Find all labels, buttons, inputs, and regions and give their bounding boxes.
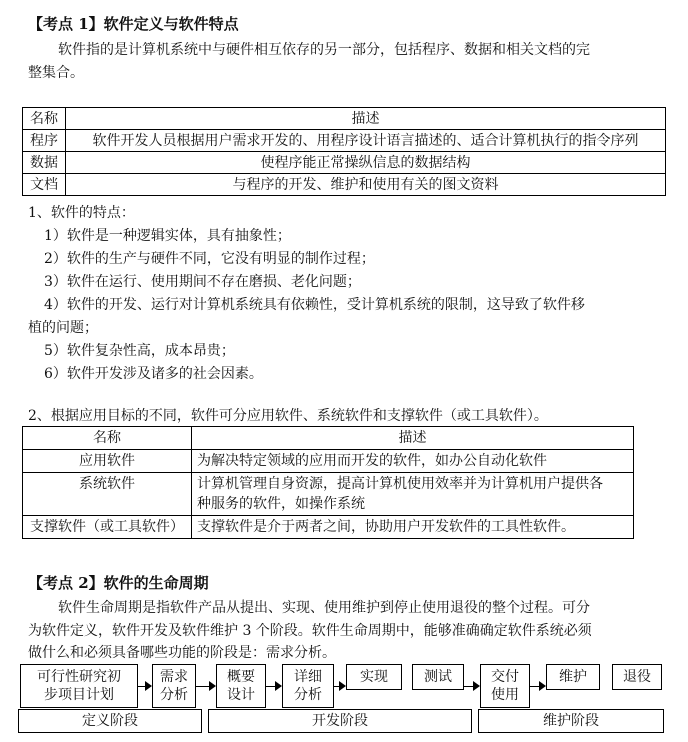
table-cell: 应用软件 <box>23 450 192 473</box>
list-item: 1）软件是一种逻辑实体，具有抽象性； <box>44 228 291 244</box>
arrow-line <box>464 686 473 687</box>
lifecycle-step-requirements <box>152 664 196 708</box>
table-cell <box>192 473 634 516</box>
step-label: 详细 <box>294 669 322 685</box>
list-item: 2）软件的生产与硬件不同，它没有明显的制作过程； <box>44 251 375 267</box>
arrow-right-icon <box>539 681 546 691</box>
section2-title: 【考点 2】软件的生命周期 <box>28 574 209 592</box>
phase-definition: 定义阶段 <box>18 709 202 733</box>
lifecycle-step-outline-design <box>216 664 266 708</box>
table-cell: 系统软件 <box>23 473 192 516</box>
section1-intro-line2: 整集合。 <box>28 65 84 81</box>
software-types-table <box>22 426 634 539</box>
step-label: 实现 <box>360 669 388 685</box>
phase-maintenance: 维护阶段 <box>478 709 664 733</box>
step-label: 步项目计划 <box>44 687 114 703</box>
software-components-table <box>22 107 666 196</box>
list-item-continuation: 植的问题； <box>28 320 98 336</box>
step-label: 使用 <box>491 687 519 703</box>
arrow-line <box>196 686 209 687</box>
section1-intro-line1: 软件指的是计算机系统中与硬件相互依存的另一部分，包括程序、数据和相关文档的完 <box>58 42 590 58</box>
lifecycle-step-delivery <box>480 664 530 708</box>
table-header-cell: 描述 <box>66 108 666 130</box>
step-label: 交付 <box>491 669 519 685</box>
lifecycle-step-testing <box>412 664 464 690</box>
cell-line: 计算机管理自身资源，提高计算机使用效率并为计算机用户提供各 <box>197 476 603 492</box>
arrow-right-icon <box>145 681 152 691</box>
table-header-row <box>23 108 666 130</box>
table-cell: 为解决特定领域的应用而开发的软件，如办公自动化软件 <box>192 450 634 473</box>
list-item: 6）软件开发涉及诸多的社会因素。 <box>44 366 263 382</box>
lifecycle-step-detail-analysis <box>282 664 334 708</box>
section2-line2: 为软件定义，软件开发及软件维护 3 个阶段。软件生命周期中，能够准确确定软件系统必须 <box>28 623 592 639</box>
arrow-line <box>266 686 275 687</box>
step-label: 测试 <box>424 669 452 685</box>
phase-development: 开发阶段 <box>208 709 472 733</box>
lifecycle-step-maintenance <box>546 664 600 690</box>
classification-heading: 2、根据应用目标的不同，软件可分应用软件、系统软件和支撑软件（或工具软件）。 <box>28 408 548 424</box>
features-heading: 1、软件的特点： <box>28 205 135 221</box>
arrow-right-icon <box>275 681 282 691</box>
lifecycle-step-retirement <box>612 664 662 690</box>
list-item: 3）软件在运行、使用期间不存在磨损、老化问题； <box>44 274 361 290</box>
arrow-right-icon <box>209 681 216 691</box>
table-cell: 数据 <box>23 152 66 174</box>
lifecycle-step-implementation <box>346 664 402 690</box>
step-label: 分析 <box>294 687 322 703</box>
step-label: 设计 <box>227 687 255 703</box>
list-item: 5）软件复杂性高，成本昂贵； <box>44 343 235 359</box>
table-row <box>23 450 634 473</box>
table-cell: 支撑软件（或工具软件） <box>23 516 192 539</box>
section1-title: 【考点 1】软件定义与软件特点 <box>28 15 239 33</box>
table-cell: 文档 <box>23 174 66 196</box>
table-row <box>23 174 666 196</box>
table-header-cell: 描述 <box>192 427 634 450</box>
step-label: 需求 <box>160 669 188 685</box>
step-label: 概要 <box>227 669 255 685</box>
table-row <box>23 516 634 539</box>
table-cell: 软件开发人员根据用户需求开发的、用程序设计语言描述的、适合计算机执行的指令序列 <box>66 130 666 152</box>
step-label: 维护 <box>559 669 587 685</box>
table-cell: 使程序能正常操纵信息的数据结构 <box>66 152 666 174</box>
lifecycle-step-feasibility <box>20 664 138 708</box>
table-cell: 与程序的开发、维护和使用有关的图文资料 <box>66 174 666 196</box>
section2-line1: 软件生命周期是指软件产品从提出、实现、使用维护到停止使用退役的整个过程。可分 <box>58 600 590 616</box>
table-row <box>23 152 666 174</box>
table-cell: 支撑软件是介于两者之间，协助用户开发软件的工具性软件。 <box>192 516 634 539</box>
step-label: 可行性研究初 <box>37 669 121 685</box>
step-label: 退役 <box>623 669 651 685</box>
arrow-right-icon <box>339 681 346 691</box>
table-header-cell: 名称 <box>23 108 66 130</box>
table-cell: 程序 <box>23 130 66 152</box>
arrow-line <box>530 686 539 687</box>
step-label: 分析 <box>160 687 188 703</box>
list-item: 4）软件的开发、运行对计算机系统具有依赖性，受计算机系统的限制，这导致了软件移 <box>44 297 585 313</box>
table-header-row <box>23 427 634 450</box>
arrow-right-icon <box>473 681 480 691</box>
table-header-cell: 名称 <box>23 427 192 450</box>
table-row <box>23 473 634 516</box>
table-row <box>23 130 666 152</box>
cell-line: 种服务的软件，如操作系统 <box>197 496 365 512</box>
section2-line3: 做什么和必须具备哪些功能的阶段是：需求分析。 <box>28 645 336 661</box>
